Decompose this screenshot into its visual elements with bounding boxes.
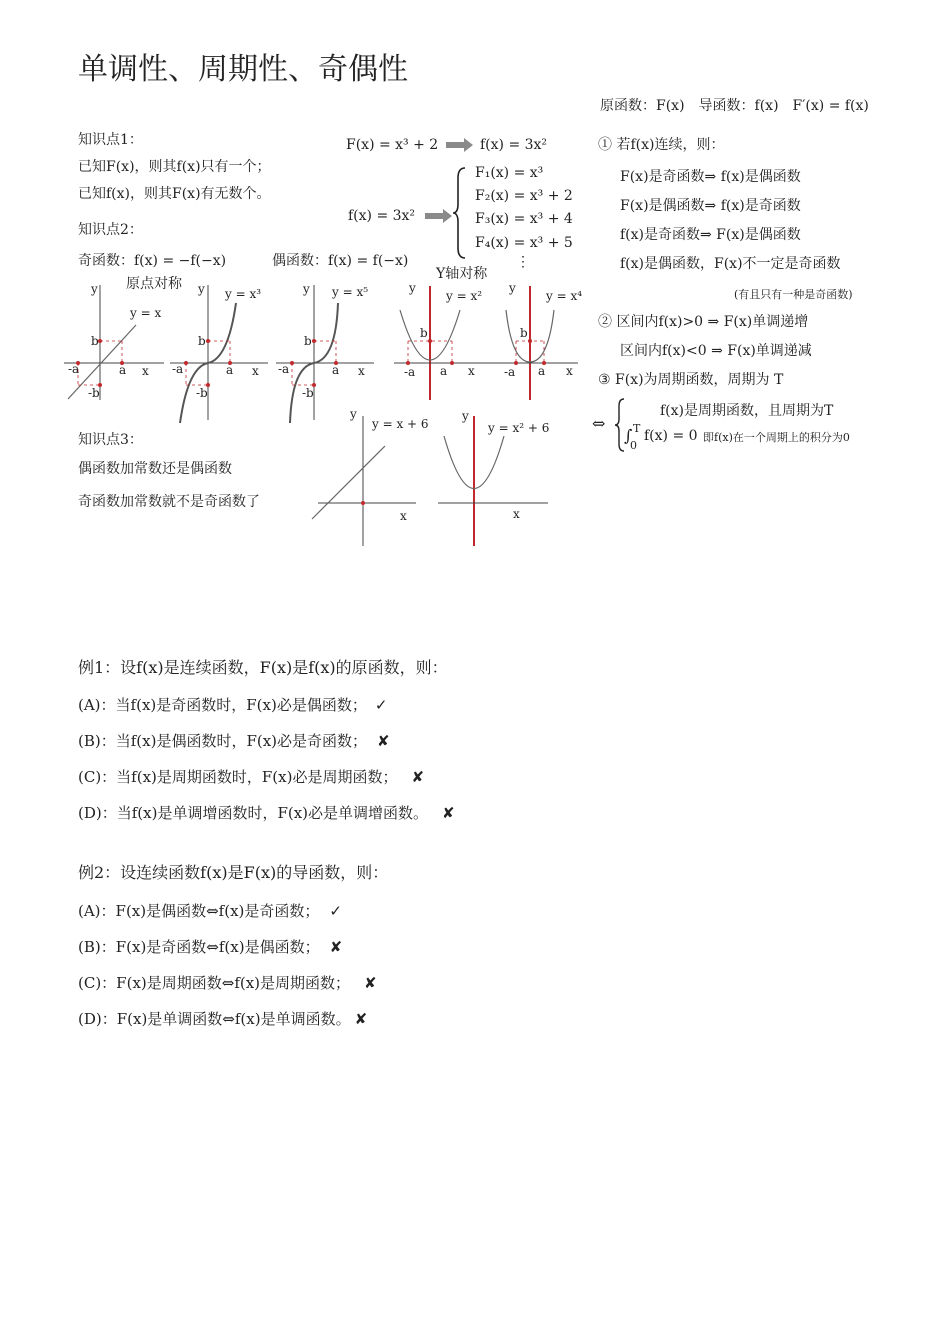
neg-a-label: -a [172,362,184,376]
check-icon: ✓ [329,902,342,920]
graph-y-equals-x-squared [394,280,494,400]
x-label: x [252,364,259,378]
graph-y-equals-x-fourth [494,280,594,400]
a-label: a [332,363,340,377]
b-label: b [91,334,99,348]
curve-label: y = x + 6 [372,417,429,431]
example2-option-b: (B)：F(x)是奇函数⇔f(x)是偶函数； ✘ [78,938,343,956]
header-definition: 原函数：F(x) 导函数：f(x) F′(x) = f(x) [600,98,869,114]
neg-a-label: -a [278,362,290,376]
graph-y-equals-x-cubed [170,282,270,425]
curve-label: y = x³ [225,287,262,301]
cross-icon: ✘ [354,1010,368,1028]
cross-icon: ✘ [364,974,377,992]
rule1-note: (有且只有一种是奇函数) [734,288,853,301]
b-label: b [304,334,312,348]
x-label: x [358,364,365,378]
page-title: 单调性、周期性、奇偶性 [78,52,408,87]
x-label: x [513,507,520,521]
y-label: y [462,409,469,423]
curve-label: y = x⁵ [332,285,369,299]
b-label: b [520,326,528,340]
y-label: y [303,282,310,296]
curve-label: y = x² [446,289,483,303]
b-label: b [198,334,206,348]
kp1-line1: 已知F(x)，则其f(x)只有一个； [78,159,271,175]
cross-icon: ✘ [442,804,455,822]
example2-question: 例2：设连续函数f(x)是F(x)的导函数，则： [78,863,389,882]
kp3-line2: 奇函数加常数就不是奇函数了 [78,494,260,510]
x-label: x [566,364,573,378]
more-ellipsis: ⋮ [516,254,530,270]
example1-option-b: (B)：当f(x)是偶函数时，F(x)必是奇函数； ✘ [78,732,390,750]
rule3-a: f(x)是周期函数，且周期为T [660,403,834,419]
graph-y-equals-x-plus-6 [310,406,429,548]
even-definition: 偶函数：f(x) = f(−x) [272,253,409,269]
left-brace-icon [452,166,468,260]
kp3-line1: 偶函数加常数还是偶函数 [78,461,232,477]
graph-y-equals-x-fifth [276,282,376,425]
odd-definition: 奇函数：f(x) = −f(−x) [78,253,227,269]
example1-option-c: (C)：当f(x)是周期函数时，F(x)必是周期函数； ✘ [78,768,425,786]
neg-a-label: -a [404,365,416,379]
curve-label: y = x⁴ [546,289,583,303]
neg-b-label: -b [88,386,100,400]
rule3-title: ③ F(x)为周期函数，周期为 T [598,372,784,388]
yaxis-symmetry-label: Y轴对称 [436,266,488,282]
neg-a-label: -a [504,365,516,379]
neg-a-label: -a [68,362,80,376]
integral-lower: 0 [630,439,637,452]
y-label: y [350,407,357,421]
origin-symmetry-label: 原点对称 [126,276,182,292]
rule2-b: 区间内f(x)<0 ⇒ F(x)单调递减 [620,343,812,359]
y-label: y [509,281,516,295]
cross-icon: ✘ [411,768,425,786]
antiderivative-1: F₁(x) = x³ [475,165,544,181]
arrow-right-icon [446,137,474,153]
y-label: y [198,282,205,296]
a-label: a [119,363,127,377]
y-label: y [91,282,98,296]
example2-option-c: (C)：F(x)是周期函数⇔f(x)是周期函数； ✘ [78,974,377,992]
x-label: x [142,364,149,378]
neg-b-label: -b [196,386,208,400]
example2-option-d: (D)：F(x)是单调函数⇔f(x)是单调函数。 ✘ [78,1010,368,1028]
example1-option-a: (A)：当f(x)是奇函数时，F(x)必是偶函数； ✓ [78,696,388,714]
kp3-label: 知识点3： [78,432,143,448]
neg-b-label: -b [302,386,314,400]
deriv-top-right: f(x) = 3x² [480,137,548,153]
cross-icon: ✘ [377,732,390,750]
rule2-a: ② 区间内f(x)>0 ⇒ F(x)单调递增 [598,314,809,330]
kp1-label: 知识点1： [78,132,143,148]
graph-y-equals-x-squared-plus-6 [438,406,558,548]
a-label: a [226,363,234,377]
cross-icon: ✘ [329,938,343,956]
arrow-right-icon [425,208,453,224]
curve-label: y = x [130,306,162,320]
check-icon: ✓ [374,696,388,714]
deriv-top-left: F(x) = x³ + 2 [346,137,439,153]
antiderivative-2: F₂(x) = x³ + 2 [475,188,573,204]
rule3-b-tail: 即f(x)在一个周期上的积分为0 [703,431,850,444]
a-label: a [440,364,448,378]
rule3-b-main: f(x) = 0 [644,428,698,444]
example2-option-a: (A)：F(x)是偶函数⇔f(x)是奇函数； ✓ [78,902,342,920]
rule1-a: F(x)是奇函数⇒ f(x)是偶函数 [620,169,801,185]
antiderivative-3: F₃(x) = x³ + 4 [475,211,573,227]
deriv-left: f(x) = 3x² [348,208,416,224]
example1-question: 例1：设f(x)是连续函数，F(x)是f(x)的原函数，则： [78,658,448,677]
rule1-b: F(x)是偶函数⇒ f(x)是奇函数 [620,198,801,214]
rule1-c: f(x)是奇函数⇒ F(x)是偶函数 [620,227,801,243]
a-label: a [538,364,546,378]
b-label: b [420,326,428,340]
example1-option-d: (D)：当f(x)是单调增函数时，F(x)必是单调增函数。 ✘ [78,804,455,822]
curve-label: y = x² + 6 [488,421,550,435]
kp1-line2: 已知f(x)，则其F(x)有无数个。 [78,186,271,202]
curve [312,446,385,519]
iff-symbol: ⇔ [592,414,606,433]
x-label: x [468,364,475,378]
graph-y-equals-x [64,282,164,400]
antiderivative-4: F₄(x) = x³ + 5 [475,235,573,251]
integral-sign: ∫ [624,426,633,445]
y-label: y [409,281,416,295]
rule1-title: ① 若f(x)连续，则： [598,137,725,153]
rule1-d: f(x)是偶函数，F(x)不一定是奇函数 [620,256,841,272]
integral-upper: T [633,422,641,435]
x-label: x [400,509,407,523]
kp2-label: 知识点2： [78,222,143,238]
